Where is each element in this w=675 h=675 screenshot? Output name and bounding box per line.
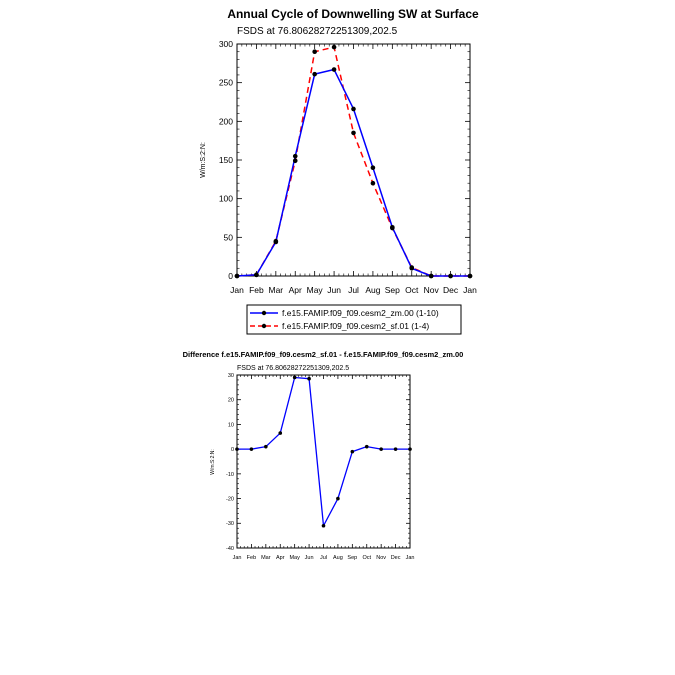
bottom-chart-data-point [322,524,326,528]
bottom-chart-x-tick-label: Dec [390,555,401,561]
bottom-chart-data-point [365,445,369,449]
top-chart-x-tick-label: Apr [288,285,302,295]
top-chart-data-point [409,266,414,271]
top-chart-x-tick-label: Aug [365,285,381,295]
bottom-chart-y-tick-label: 30 [227,372,234,379]
top-chart-data-point [332,67,337,72]
bottom-chart-x-tick-label: Sep [347,555,358,561]
bottom-chart-y-tick-label: 20 [227,397,234,404]
bottom-chart-y-tick-label: -10 [226,471,234,478]
top-chart-data-point [429,274,434,279]
top-chart-x-tick-label: Jul [348,285,359,295]
top-chart-data-point [351,131,356,136]
bottom-chart-data-point [293,376,297,380]
bottom-chart-data-point [264,445,268,449]
top-chart-x-tick-label: Mar [268,285,284,295]
top-chart-y-tick-label: 250 [218,77,233,88]
top-chart-y-tick-label: 150 [218,154,233,165]
bottom-chart-data-point [278,431,282,435]
top-chart-data-point [312,49,317,54]
top-chart-y-tick-label: 0 [228,270,233,281]
top-chart-data-point [254,273,259,278]
bottom-chart-x-tick-label: Feb [246,555,257,561]
bottom-chart-x-tick-label: May [289,555,300,561]
top-chart-data-point [293,158,298,163]
bottom-chart-data-point [408,447,412,451]
top-chart-legend [247,305,461,334]
bottom-chart-title: Difference f.e15.FAMIP.f09_f09.cesm2_sf.01 - f.e15.FAMIP.f09_f09.cesm2_zm.00 [182,350,464,359]
top-chart-data-point [468,274,473,279]
top-chart-y-tick-label: 200 [218,116,233,127]
bottom-chart-y-tick-label: 0 [230,447,234,454]
bottom-chart-data-point [336,497,340,501]
bottom-chart-subtitle: FSDS at 76.80628272251309,202.5 [237,365,350,372]
bottom-chart-x-tick-label: Oct [362,555,372,561]
bottom-chart-data-point [379,447,383,451]
top-chart-data-point [351,107,356,112]
bottom-chart-x-tick-label: Aug [333,555,343,561]
top-chart-data-point [390,225,395,230]
top-chart-subtitle: FSDS at 76.80628272251309,202.5 [237,26,398,37]
bottom-chart-y-tick-label: 10 [227,422,234,429]
bottom-chart-data-point [307,377,311,381]
top-chart-x-tick-label: Nov [423,285,439,295]
bottom-chart-data-point [351,450,355,454]
bottom-chart-x-tick-label: Apr [275,555,285,561]
legend-marker-sf [262,324,266,328]
bottom-chart-data-point [394,447,398,451]
top-chart-x-tick-label: Sep [384,285,400,295]
top-chart-x-tick-label: Jun [327,285,341,295]
top-chart-y-tick-label: 300 [218,38,233,49]
top-chart-x-tick-label: Jan [230,285,244,295]
top-chart-y-tick-label: 50 [223,232,233,243]
bottom-chart-y-tick-label: -30 [226,521,234,528]
bottom-chart-y-tick-label: -40 [226,545,234,552]
top-chart-title: Annual Cycle of Downwelling SW at Surface [227,7,479,21]
top-chart-x-tick-label: Dec [443,285,459,295]
top-chart-data-point [274,240,279,245]
legend-marker-zm [262,311,266,315]
top-chart-data-point [312,72,317,77]
top-chart-x-tick-label: Jan [463,285,477,295]
bottom-chart-x-tick-label: Jun [304,555,314,561]
bottom-chart-x-tick-label: Jul [319,555,328,561]
top-chart-data-point [371,181,376,186]
top-chart-x-tick-label: May [306,285,323,295]
bottom-chart-x-tick-label: Nov [376,555,387,561]
bottom-chart-data-point [250,447,254,451]
top-chart-data-point [448,274,453,279]
bottom-chart-y-tick-label: -20 [226,496,234,503]
legend-label-zm: f.e15.FAMIP.f09_f09.cesm2_zm.00 (1-10) [282,308,439,318]
top-chart-data-point [332,45,337,50]
legend-label-sf: f.e15.FAMIP.f09_f09.cesm2_sf.01 (1-4) [282,321,430,331]
bottom-chart-x-tick-label: Mar [261,555,271,561]
top-chart-data-point [371,165,376,170]
top-chart-x-tick-label: Oct [405,285,419,295]
top-chart-x-tick-label: Feb [249,285,264,295]
top-chart-data-point [293,154,298,159]
top-chart-y-tick-label: 100 [218,193,233,204]
bottom-chart-x-tick-label: Jan [232,555,242,561]
top-chart-y-axis-label: W/m:S:2:N: [200,142,207,178]
bottom-chart-x-tick-label: Jan [405,555,415,561]
bottom-chart-data-point [235,447,239,451]
top-chart-data-point [235,274,240,279]
bottom-chart-y-axis-label: W/m:S:2:N: [210,449,216,475]
